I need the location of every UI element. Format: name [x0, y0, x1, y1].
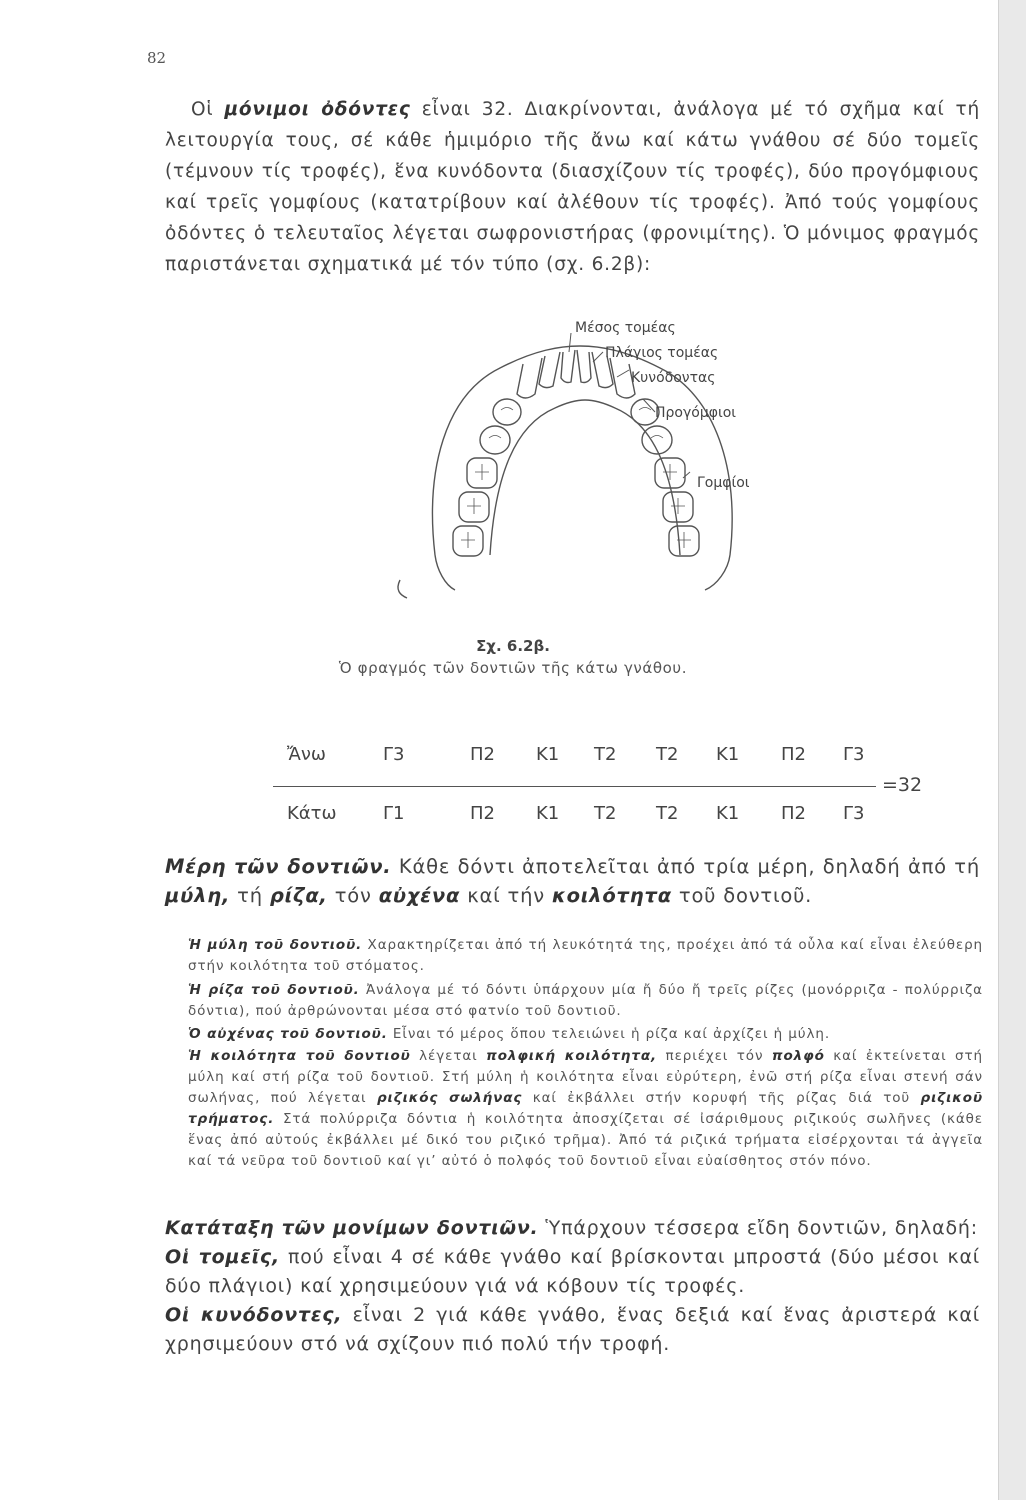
- formula-cell: Τ2: [656, 803, 679, 824]
- formula-cell: Γ1: [383, 803, 405, 824]
- label-canine: Κυνόδοντας: [631, 370, 716, 386]
- p2-text: τόν: [327, 884, 379, 907]
- dental-arch-drawing: [395, 300, 795, 605]
- formula-cell: Π2: [781, 744, 806, 765]
- p2-text: τή: [230, 884, 270, 907]
- p2-text: καί τήν: [460, 884, 552, 907]
- gum-line-right: [705, 555, 730, 590]
- subparagraph-neck: [188, 1024, 983, 1045]
- p3-text: εἶναι 2 γιά κάθε γνάθο, ἕνας δεξιά καί ἕνας ἀριστερά καί χρησιμεύουν στό νά σχίζουν πιό πολύ τήν τροφή.: [165, 1304, 980, 1355]
- formula-cell: Κ1: [716, 803, 740, 824]
- p1-text: εἶναι 32. Διακρίνονται, ἀνάλογα μέ τό σχῆμα καί τή λειτουργία τους, σέ κάθε ἡμιμόριο τῆς ἄνω καί κάτω γνάθου σέ δύο τομεῖς (τέμνουν τίς τροφές), ἕνα κυνόδοντα (διασχίζουν τίς τροφές), δύο προγόμφιους καί τρεῖς γομφίους (κατατρίβουν καί ἀλέθουν τίς τροφές). Ἀπό τούς γομφίους ὀδόντες ὁ τελευταῖος λέγεται σωφρονιστήρας (φρονιμίτης). Ὁ μόνιμος φραγμός παριστάνεται σχηματικά μέ τόν τύπο (σχ. 6.2β):: [165, 99, 981, 275]
- formula-cell: Γ3: [383, 744, 405, 765]
- label-lateral-incisor: Πλάγιος τομέας: [605, 345, 719, 361]
- formula-lower-row: [270, 803, 890, 827]
- term-neck: αὐχένα: [378, 884, 461, 907]
- formula-cell: Τ2: [656, 744, 679, 765]
- p1-pre: Οἱ: [191, 99, 225, 120]
- formula-cell: Κ1: [716, 744, 740, 765]
- paragraph-permanent-teeth: [165, 94, 980, 280]
- p3-text: πού εἶναι 4 σέ κάθε γνάθο καί βρίσκονται μπροστά (δύο μέσοι καί δύο πλάγιοι) καί χρησιμεύουν γιά νά κόβουν τίς τροφές.: [165, 1246, 980, 1297]
- s4-text: περιέχει τόν: [657, 1048, 772, 1064]
- formula-cell: Κ1: [536, 803, 560, 824]
- label-central-incisor: Μέσος τομέας: [575, 320, 676, 336]
- formula-upper-row: [270, 744, 890, 768]
- p2-text: τοῦ δοντιοῦ.: [671, 884, 813, 907]
- term-apical-foramen: ριζικοῦ τρήματος.: [188, 1090, 983, 1127]
- subparagraph-crown: [188, 935, 983, 977]
- term-canines: Οἱ κυνόδοντες,: [165, 1304, 343, 1326]
- dental-arch-figure: [395, 300, 795, 605]
- s4-text: λέγεται: [410, 1048, 487, 1064]
- s1-text: Χαρακτηρίζεται ἀπό τή λευκότητά της, προέχει ἀπό τά οὖλα καί εἶναι ἐλεύθερη στήν κοιλότητα τοῦ στόματος.: [188, 937, 983, 974]
- incisor-central-left: [561, 350, 575, 383]
- page-edge-shadow: [998, 0, 1026, 1500]
- figure-caption-text: Ὁ φραγμός τῶν δοντιῶν τῆς κάτω γνάθου.: [338, 659, 688, 677]
- formula-upper-label: Ἄνω: [287, 744, 326, 765]
- formula-fraction-line: [273, 786, 876, 787]
- subheading-neck: Ὁ αὐχένας τοῦ δοντιοῦ.: [188, 1026, 388, 1042]
- term-crown: μύλη,: [165, 884, 231, 907]
- gum-line-left: [435, 555, 455, 590]
- page-number: 82: [147, 49, 167, 67]
- paragraph-classification: [165, 1214, 980, 1359]
- formula-cell: Κ1: [536, 744, 560, 765]
- subheading-crown: Ἡ μύλη τοῦ δοντιοῦ.: [188, 937, 363, 953]
- term-pulp-cavity: πολφική κοιλότητα,: [486, 1048, 658, 1064]
- s4-text: καί ἐκτείνεται στή μύλη καί στή ρίζα τοῦ δοντιοῦ. Στή μύλη ἡ κοιλότητα εἶναι εὐρύτερη, ἐνῶ στή ρίζα εἶναι στενή σάν σωλήνας, πού λέγεται: [188, 1048, 983, 1106]
- formula-cell: Π2: [470, 744, 495, 765]
- canine-left: [517, 358, 542, 398]
- s3-text: Εἶναι τό μέρος ὅπου τελειώνει ἡ ρίζα καί ἀρχίζει ἡ μύλη.: [387, 1026, 831, 1042]
- figure-caption-number: Σχ. 6.2β.: [476, 637, 550, 655]
- subparagraph-root: [188, 980, 983, 1022]
- formula-cell: Π2: [470, 803, 495, 824]
- leader-lateral: [593, 352, 603, 362]
- formula-total: =32: [882, 774, 923, 796]
- incisor-lateral-left: [539, 352, 560, 388]
- paragraph-tooth-parts: [165, 852, 980, 910]
- premolar-left-1: [493, 399, 521, 425]
- subparagraph-cavity: [188, 1046, 983, 1172]
- term-incisors: Οἱ τομεῖς,: [165, 1246, 280, 1268]
- term-cavity: κοιλότητα: [551, 884, 672, 907]
- term-pulp: πολφό: [771, 1048, 825, 1064]
- formula-cell: Τ2: [594, 803, 617, 824]
- subheading-cavity: Ἡ κοιλότητα τοῦ δοντιοῦ: [188, 1048, 411, 1064]
- term-permanent-teeth: μόνιμοι ὀδόντες: [224, 99, 411, 120]
- subheading-root: Ἡ ρίζα τοῦ δοντιοῦ.: [188, 982, 360, 998]
- leader-molars: [683, 472, 690, 478]
- s4-text: Στά πολύρριζα δόντια ἡ κοιλότητα ἀποσχίζεται σέ ἰσάριθμους ριζικούς σωλῆνες (κάθε ἕνας ἀπό αὐτούς ἐκβάλλει μέ δικό του ριζικό τρῆμα). Ἀπό τά ριζικά τρήματα εἰσέρχονται τά ἀγγεῖα καί τά νεῦρα τοῦ δοντιοῦ καί γι’ αὐτό ὁ πολφός τοῦ δοντιοῦ εἶναι εὐαίσθητος στόν πόνο.: [188, 1111, 983, 1169]
- formula-cell: Γ3: [843, 744, 865, 765]
- term-root: ρίζα,: [269, 884, 328, 907]
- heading-classification: Κατάταξη τῶν μονίμων δοντιῶν.: [165, 1217, 539, 1239]
- p3-text: Ὑπάρχουν τέσσερα εἴδη δοντιῶν, δηλαδή:: [538, 1217, 978, 1239]
- premolar-left-2: [480, 426, 510, 454]
- formula-cell: Γ3: [843, 803, 865, 824]
- leader-canine: [617, 370, 629, 377]
- p2-text: Κάθε δόντι ἀποτελεῖται ἀπό τρία μέρη, δηλαδή ἀπό τή: [391, 855, 981, 878]
- formula-cell: Τ2: [594, 744, 617, 765]
- incisor-central-right: [577, 350, 591, 383]
- leader-central: [569, 333, 571, 352]
- gum-bottom: [398, 580, 407, 598]
- term-root-canal: ριζικός σωλήνας: [376, 1090, 523, 1106]
- heading-tooth-parts: Μέρη τῶν δοντιῶν.: [165, 855, 392, 878]
- s4-text: καί ἐκβάλλει στήν κορυφή τῆς ρίζας διά τοῦ: [522, 1090, 921, 1106]
- s2-text: Ἀνάλογα μέ τό δόντι ὑπάρχουν μία ἤ δύο ἤ τρεῖς ρίζες (μονόρριζα - πολύρριζα δόντια), πού ἀρθρώνονται μέσα στό φατνίο τοῦ δοντιοῦ.: [188, 982, 983, 1019]
- label-molars: Γομφίοι: [697, 475, 750, 491]
- formula-cell: Π2: [781, 803, 806, 824]
- dental-formula: [270, 740, 950, 830]
- label-premolars: Προγόμφιοι: [655, 405, 737, 421]
- formula-lower-label: Κάτω: [287, 803, 337, 824]
